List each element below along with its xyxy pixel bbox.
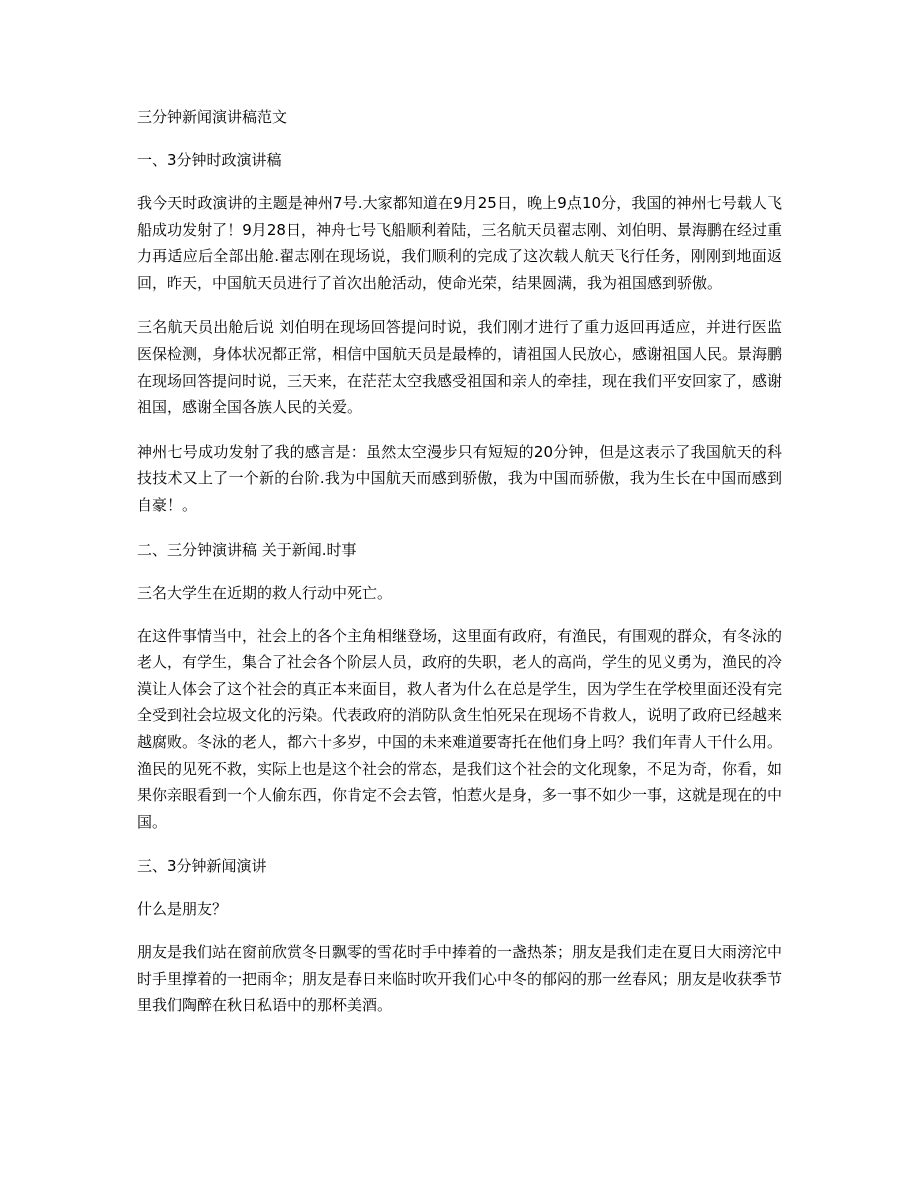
document-title: 三分钟新闻演讲稿范文 bbox=[137, 108, 288, 126]
section-3-paragraph-1: 什么是朋友？ bbox=[137, 900, 228, 919]
section-3-paragraph-2: 朋友是我们站在窗前欣赏冬日飘零的雪花时手中捧着的一盏热茶；朋友是我们走在夏日大雨滂沱中时手里撑着的一把雨伞；朋友是春日来临时吹开我们心中冬的郁闷的那一丝春风；朋友是收获季节里我们陶醉在秋日私语中的那杯美酒。 bbox=[137, 943, 783, 1015]
section-1-paragraph-3: 神州七号成功发射了我的感言是：虽然太空漫步只有短短的20分钟，但是这表示了我国航天的科技技术又上了一个新的台阶.我为中国航天而感到骄傲，我为中国而骄傲，我为生长在中国而感到自豪！。 bbox=[137, 442, 782, 514]
section-1-paragraph-2: 三名航天员出舱后说 刘伯明在现场回答提问时说，我们刚才进行了重力返回再适应，并进行医监医保检测，身体状况都正常，相信中国航天员是最棒的，请祖国人民放心，感谢祖国人民。景海鹏在现场回答提问时说，三天来，在茫茫太空我感受祖国和亲人的牵挂，现在我们平安回家了，感谢祖国，感谢全国各族人民的关爱。 bbox=[137, 318, 783, 417]
section-2-paragraph-2: 在这件事情当中，社会上的各个主角相继登场，这里面有政府，有渔民，有围观的群众，有冬泳的老人，有学生，集合了社会各个阶层人员，政府的失职，老人的高尚，学生的见义勇为，渔民的冷漠让人体会了这个社会的真正本来面目，救人者为什么在总是学生，因为学生在学校里面还没有完全受到社会垃圾文化的污染。代表政府的消防队贪生怕死呆在现场不肯救人，说明了政府已经越来越腐败。冬泳的老人，都六十多岁，中国的未来难道要寄托在他们身上吗？我们年青人干什么用。渔民的见死不救，实际上也是这个社会的常态，是我们这个社会的文化现象，不足为奇，你看，如果你亲眼看到一个人偷东西，你肯定不会去管，怕惹火是身，多一事不如少一事，这就是现在的中国。 bbox=[137, 626, 783, 831]
section-2-paragraph-1: 三名大学生在近期的救人行动中死亡。 bbox=[137, 583, 393, 602]
section-2-heading: 二、三分钟演讲稿 关于新闻.时事 bbox=[137, 540, 357, 559]
section-1-heading: 一、3分钟时政演讲稿 bbox=[137, 151, 282, 169]
section-1-paragraph-1: 我今天时政演讲的主题是神州7号.大家都知道在9月25日，晚上9点10分，我国的神州七号载人飞船成功发射了！9月28日，神舟七号飞船顺利着陆，三名航天员翟志刚、刘伯明、景海鹏在经过重力再适应后全部出舱.翟志刚在现场说，我们顺利的完成了这次载人航天飞行任务，刚刚到地面返回，昨天，中国航天员进行了首次出舱活动，使命光荣，结果圆满，我为祖国感到骄傲。 bbox=[137, 194, 782, 292]
document-body bbox=[137, 104, 782, 1019]
section-3-heading: 三、3分钟新闻演讲 bbox=[137, 857, 267, 876]
